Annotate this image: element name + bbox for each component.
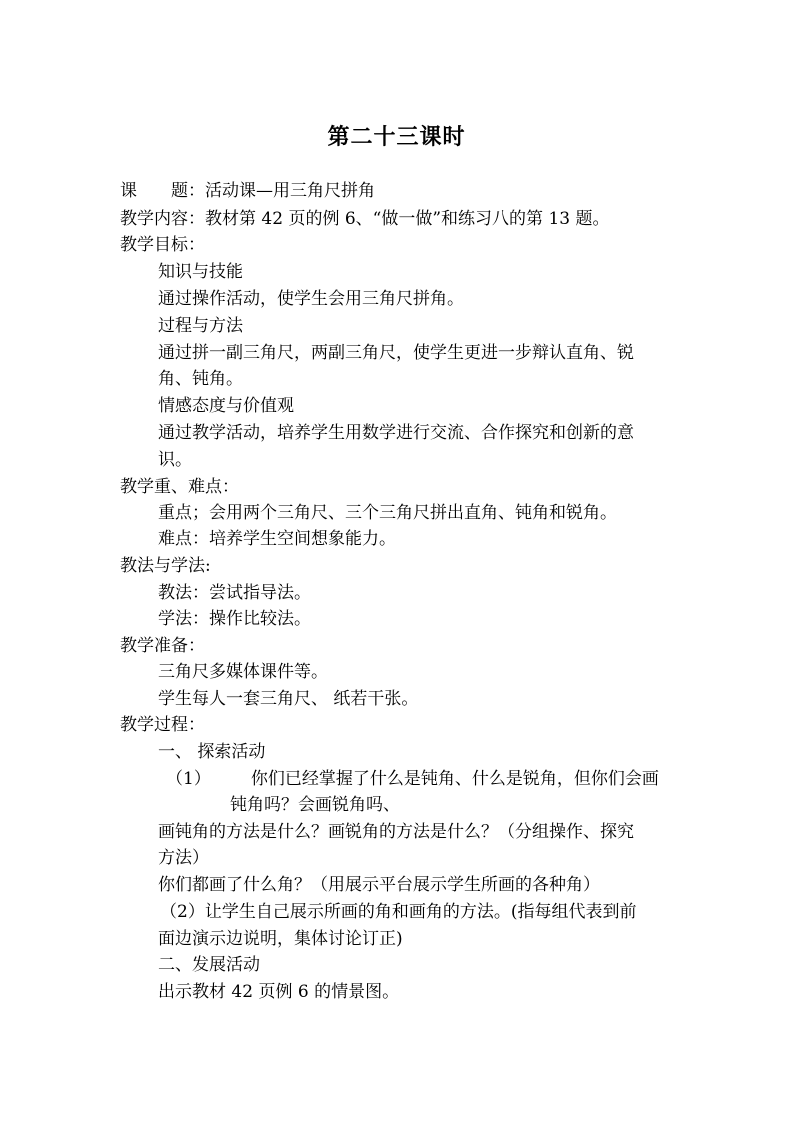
question-1-text-1: 你们已经掌握了什么是钝角、什么是锐角，但你们会画 bbox=[250, 769, 659, 789]
method-teaching: 教法：尝试指导法。 bbox=[158, 583, 311, 603]
process-method-heading: 过程与方法 bbox=[158, 316, 243, 336]
keypoint-difficult: 难点：培养学生空间想象能力。 bbox=[158, 529, 396, 549]
keypoints-heading: 教学重、难点： bbox=[120, 477, 239, 497]
question-1-text-2: 钝角吗？会画锐角吗、 bbox=[230, 795, 400, 815]
process-method-text-1: 通过拼一副三角尺，两副三角尺，使学生更进一步辩认直角、锐 bbox=[158, 343, 634, 363]
question-1-text-4: 方法） bbox=[158, 848, 209, 868]
knowledge-text: 通过操作活动，使学生会用三角尺拼角。 bbox=[158, 289, 464, 309]
emotion-text-1: 通过教学活动，培养学生用数学进行交流、合作探究和创新的意 bbox=[158, 423, 634, 443]
page-title: 第二十三课时 bbox=[327, 124, 466, 150]
question-2-text-1: （2）让学生自己展示所画的角和画角的方法。(指每组代表到前 bbox=[160, 902, 637, 922]
question-1-number: （1） bbox=[166, 769, 211, 789]
emotion-text-2: 识。 bbox=[158, 450, 192, 470]
question-1-line-1 bbox=[166, 766, 659, 792]
topic-value: 活动课—用三角尺拼角 bbox=[205, 181, 375, 201]
process-heading: 教学过程： bbox=[120, 715, 205, 735]
preparation-heading: 教学准备： bbox=[120, 636, 205, 656]
methods-heading: 教法与学法: bbox=[120, 556, 211, 576]
preparation-item-1: 三角尺多媒体课件等。 bbox=[158, 662, 328, 682]
content-line: 教学内容：教材第 42 页的例 6、“做一做”和练习八的第 13 题。 bbox=[120, 209, 610, 229]
knowledge-heading: 知识与技能 bbox=[158, 262, 243, 282]
method-learning: 学法：操作比较法。 bbox=[158, 609, 311, 629]
section-1-heading: 一、 探索活动 bbox=[158, 742, 266, 762]
section-2-text: 出示教材 42 页例 6 的情景图。 bbox=[158, 982, 400, 1002]
preparation-item-2: 学生每人一套三角尺、 纸若干张。 bbox=[158, 689, 419, 709]
goals-heading: 教学目标： bbox=[120, 235, 205, 255]
question-2-text-2: 面边演示边说明，集体讨论订正) bbox=[158, 929, 403, 949]
question-1-text-3: 画钝角的方法是什么？画锐角的方法是什么？（分组操作、探究 bbox=[158, 822, 634, 842]
topic-label-a: 课 bbox=[120, 181, 137, 201]
section-2-heading: 二、发展活动 bbox=[158, 955, 260, 975]
topic-label-b: 题： bbox=[171, 181, 205, 201]
question-1-text-5: 你们都画了什么角？（用展示平台展示学生所画的各种角） bbox=[158, 875, 600, 895]
process-method-text-2: 角、钝角。 bbox=[158, 369, 243, 389]
emotion-heading: 情感态度与价值观 bbox=[158, 396, 294, 416]
keypoint-key: 重点；会用两个三角尺、三个三角尺拼出直角、钝角和锐角。 bbox=[158, 503, 617, 523]
topic-line bbox=[120, 178, 375, 204]
